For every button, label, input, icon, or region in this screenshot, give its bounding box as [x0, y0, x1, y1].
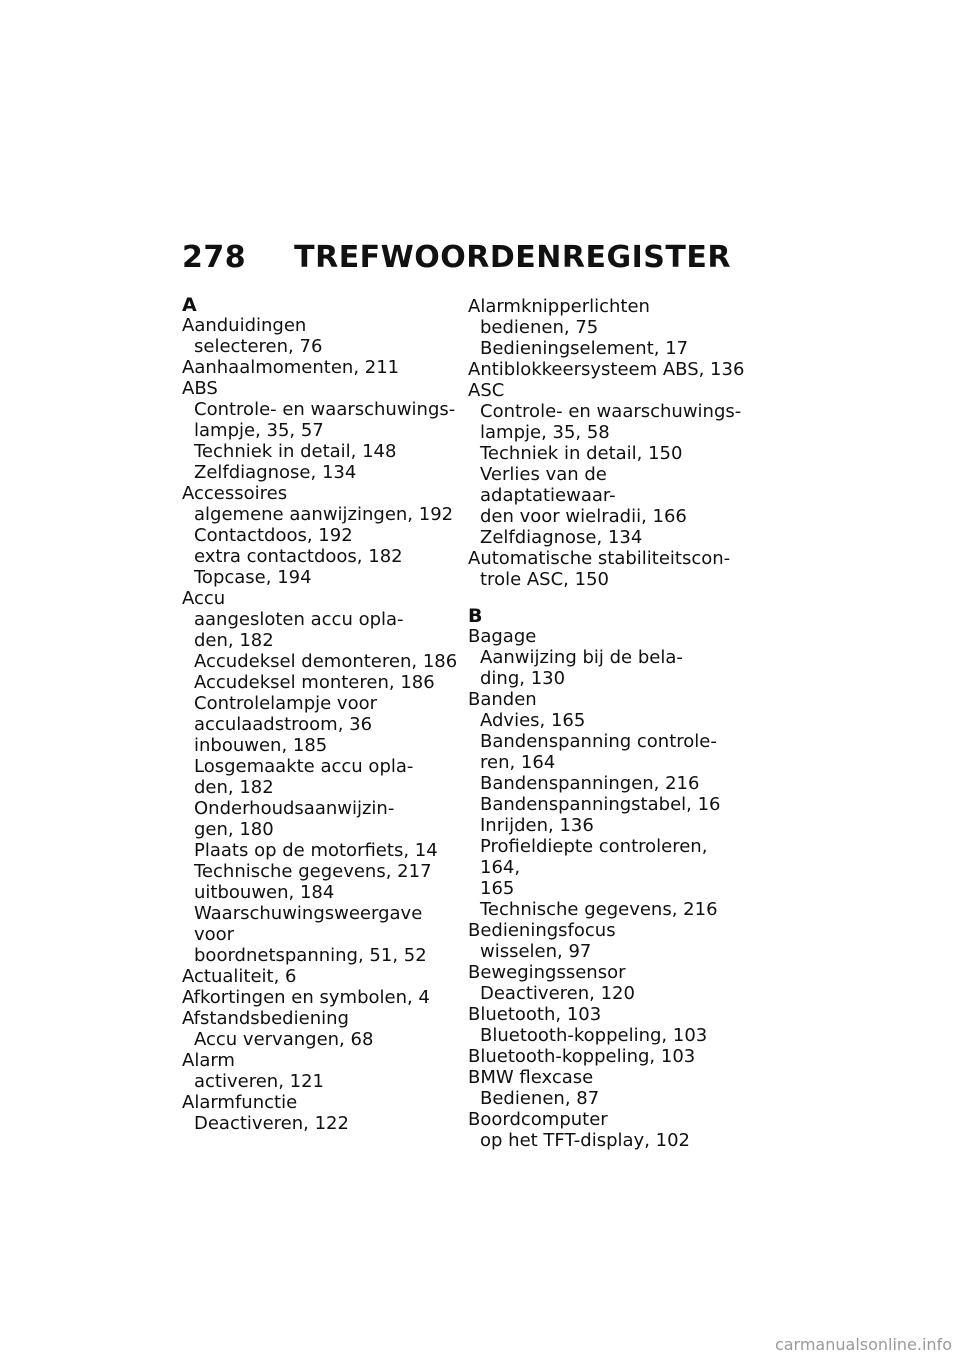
- index-entry: Bewegingssensor: [468, 962, 626, 983]
- index-entry: Antiblokkeersysteem ABS, 136: [468, 359, 745, 380]
- index-subentry: Controle- en waarschuwings-: [194, 399, 456, 420]
- index-entry-continuation: gen, 180: [194, 819, 274, 840]
- index-subentry: Profieldiepte controleren, 164,: [480, 836, 708, 878]
- page-header: [182, 240, 731, 275]
- index-entry-continuation: lampje, 35, 58: [480, 422, 610, 443]
- index-subentry: Accudeksel demonteren, 186: [194, 651, 458, 672]
- index-subentry: Onderhoudsaanwijzin-: [194, 798, 395, 819]
- index-entry-continuation: ding, 130: [480, 668, 566, 689]
- index-entry-continuation: lampje, 35, 57: [194, 420, 324, 441]
- index-subentry: wisselen, 97: [480, 941, 592, 962]
- index-entry: BMW flexcase: [468, 1067, 594, 1088]
- index-entry: Alarmfunctie: [182, 1092, 298, 1113]
- index-subentry: selecteren, 76: [194, 336, 323, 357]
- index-subentry: Topcase, 194: [194, 567, 312, 588]
- index-entry: Bagage: [468, 626, 537, 647]
- index-entry-continuation: den, 182: [194, 777, 274, 798]
- index-subentry: Bandenspanningen, 216: [480, 773, 700, 794]
- index-entry-continuation: den, 182: [194, 630, 274, 651]
- index-subentry: Controlelampje voor: [194, 693, 378, 714]
- index-entry: Boordcomputer: [468, 1109, 608, 1130]
- index-subentry: Inrijden, 136: [480, 815, 594, 836]
- index-entry: Banden: [468, 689, 537, 710]
- index-entry: Accessoires: [182, 483, 288, 504]
- index-entry-continuation: boordnetspanning, 51, 52: [194, 945, 427, 966]
- index-subentry: Technische gegevens, 217: [194, 861, 432, 882]
- index-subentry: Advies, 165: [480, 710, 586, 731]
- index-subentry: Losgemaakte accu opla-: [194, 756, 414, 777]
- index-column-left: [182, 296, 467, 1134]
- index-subentry: Accudeksel monteren, 186: [194, 672, 435, 693]
- index-subentry: Plaats op de motorfiets, 14: [194, 840, 438, 861]
- index-subentry: Bandenspanning controle-: [480, 731, 717, 752]
- index-subentry: Technische gegevens, 216: [480, 899, 718, 920]
- index-entry-continuation: 165: [480, 878, 515, 899]
- index-subentry: Bedienen, 87: [480, 1088, 600, 1109]
- index-entry: Aanhaalmomenten, 211: [182, 357, 400, 378]
- index-subentry: Verlies van de adaptatiewaar-: [480, 464, 616, 506]
- index-subentry: Accu vervangen, 68: [194, 1029, 374, 1050]
- index-subentry: aangesloten accu opla-: [194, 609, 404, 630]
- index-entry: Bedieningsfocus: [468, 920, 616, 941]
- index-subentry: Bandenspanningstabel, 16: [480, 794, 721, 815]
- index-column-right: [468, 296, 748, 1151]
- index-entry: Alarmknipperlichten: [468, 296, 650, 317]
- index-letter-heading: B: [468, 605, 483, 627]
- index-entry: Bluetooth-koppeling, 103: [468, 1046, 696, 1067]
- index-entry: ABS: [182, 378, 218, 399]
- index-subentry: Waarschuwingsweergave voor: [194, 903, 423, 945]
- index-subentry: inbouwen, 185: [194, 735, 328, 756]
- index-subentry: Bedieningselement, 17: [480, 338, 689, 359]
- index-subentry: Bluetooth-koppeling, 103: [480, 1025, 708, 1046]
- index-entry: Afkortingen en symbolen, 4: [182, 987, 430, 1008]
- index-subentry: Aanwijzing bij de bela-: [480, 647, 683, 668]
- index-subentry: extra contactdoos, 182: [194, 546, 403, 567]
- index-subentry: Controle- en waarschuwings-: [480, 401, 742, 422]
- index-subentry: uitbouwen, 184: [194, 882, 335, 903]
- index-entry: Accu: [182, 588, 226, 609]
- index-entry: Afstandsbediening: [182, 1008, 349, 1029]
- index-letter-heading: A: [182, 294, 197, 316]
- index-entry-continuation: acculaadstroom, 36: [194, 714, 373, 735]
- index-entry: Aanduidingen: [182, 315, 307, 336]
- index-entry: Alarm: [182, 1050, 235, 1071]
- index-entry-continuation: den voor wielradii, 166: [480, 506, 687, 527]
- index-subentry: Techniek in detail, 148: [194, 441, 397, 462]
- index-subentry: bedienen, 75: [480, 317, 599, 338]
- index-subentry: activeren, 121: [194, 1071, 324, 1092]
- index-entry: Bluetooth, 103: [468, 1004, 602, 1025]
- page-title: TREFWOORDENREGISTER: [294, 240, 731, 275]
- index-entry: Actualiteit, 6: [182, 966, 297, 987]
- index-subentry: Zelfdiagnose, 134: [480, 527, 643, 548]
- index-entry-continuation: trole ASC, 150: [480, 569, 609, 590]
- watermark: carmanualsonline.info: [774, 1335, 952, 1354]
- index-subentry: Deactiveren, 122: [194, 1113, 349, 1134]
- index-entry: ASC: [468, 380, 505, 401]
- index-subentry: Deactiveren, 120: [480, 983, 635, 1004]
- index-subentry: algemene aanwijzingen, 192: [194, 504, 454, 525]
- index-entry: Automatische stabiliteitscon-: [468, 548, 731, 569]
- index-entry-continuation: ren, 164: [480, 752, 556, 773]
- index-subentry: Zelfdiagnose, 134: [194, 462, 357, 483]
- index-subentry: op het TFT-display, 102: [480, 1130, 691, 1151]
- page-number: 278: [182, 240, 247, 275]
- index-subentry: Contactdoos, 192: [194, 525, 353, 546]
- index-subentry: Techniek in detail, 150: [480, 443, 683, 464]
